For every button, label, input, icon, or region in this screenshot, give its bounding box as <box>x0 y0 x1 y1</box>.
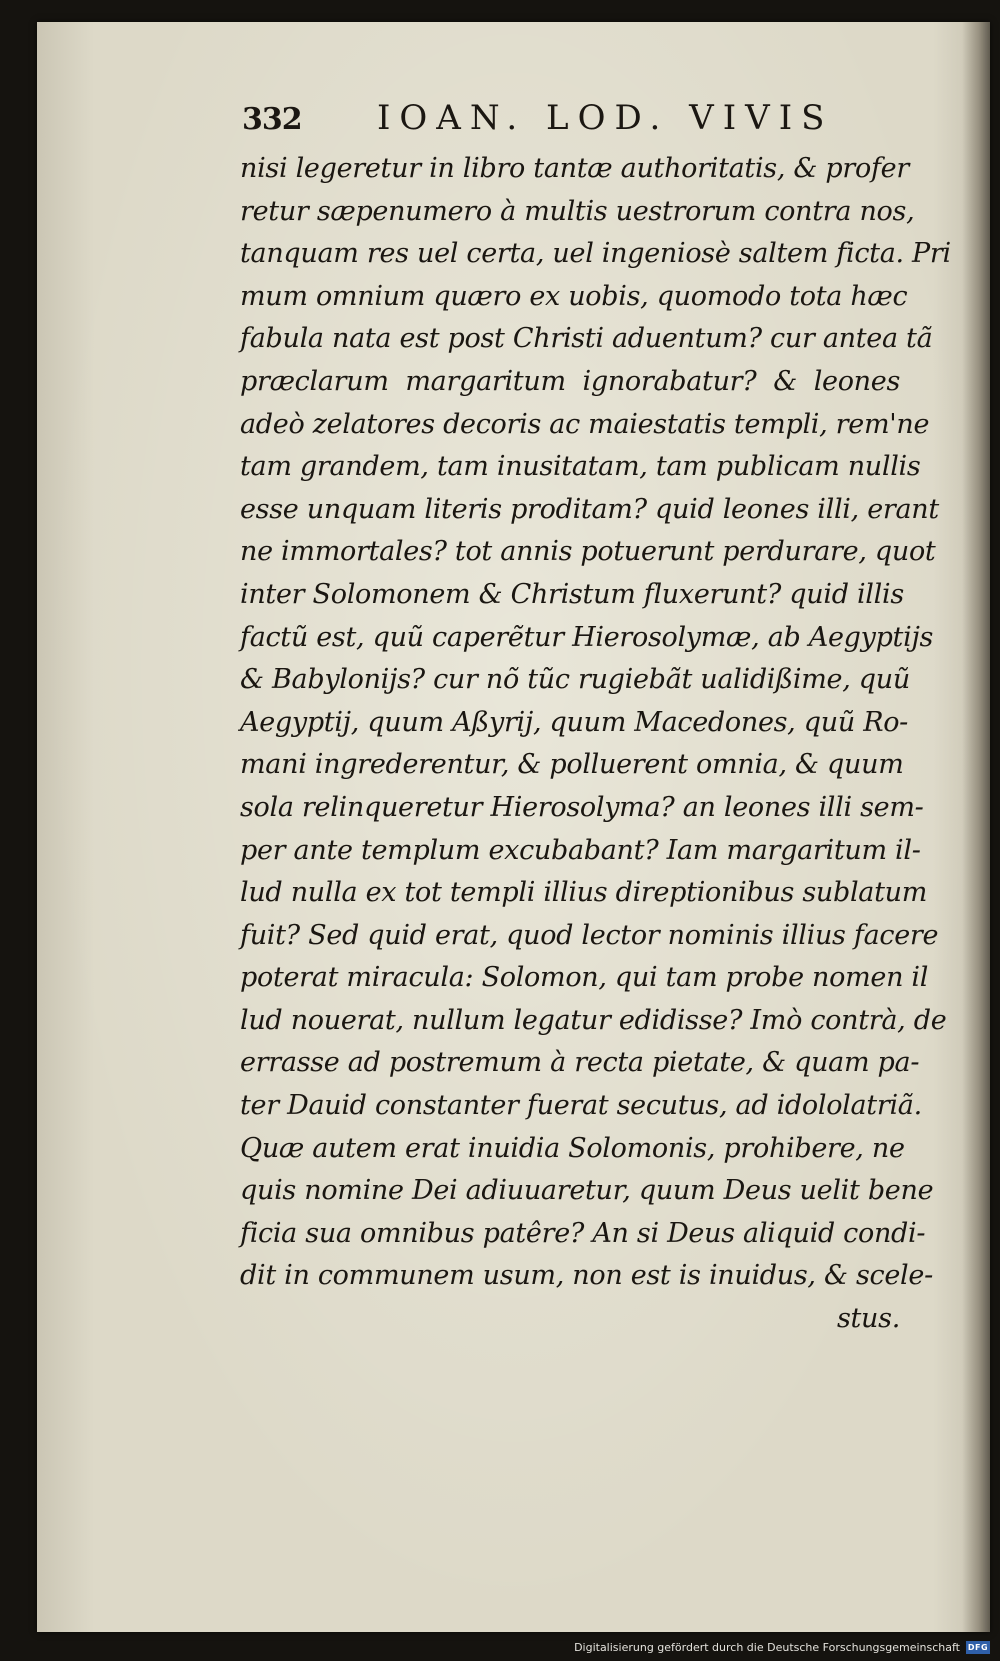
text-line: quis nomine Dei adiuuaretur, quum Deus uelit bene <box>240 1175 934 1207</box>
body-text <box>240 148 951 1341</box>
text-line: Aegyptij, quum Aßyrij, quum Macedones, quũ Ro- <box>240 706 909 738</box>
digitization-footer <box>574 1637 990 1657</box>
text-line: & Babylonijs? cur nõ tũc rugiebãt ualidißime, quũ <box>240 664 910 696</box>
text-line: poterat miracula: Solomon, qui tam probe nomen il <box>240 962 929 994</box>
text-line: mum omnium quæro ex uobis, quomodo tota hæc <box>240 280 908 312</box>
text-line: adeò zelatores decoris ac maiestatis templi, rem'ne <box>240 408 930 440</box>
text-line: fuit? Sed quid erat, quod lector nominis illius facere <box>240 919 939 951</box>
text-line: per ante templum excubabant? Iam margaritum il- <box>240 834 921 866</box>
running-head-title: IOAN. LOD. VIVIS <box>377 98 834 138</box>
text-line: tam grandem, tam inusitatam, tam publicam nullis <box>240 451 921 483</box>
catchword: stus. <box>836 1303 900 1335</box>
text-line: ne immortales? tot annis potuerunt perdurare, quot <box>240 536 936 568</box>
footer-credit: Digitalisierung gefördert durch die Deutsche Forschungsgemeinschaft <box>574 1640 960 1654</box>
text-line: ter Dauid constanter fuerat secutus, ad idololatriã. <box>240 1090 922 1122</box>
text-line: retur sæpenumero à multis uestrorum contra nos, <box>240 195 915 227</box>
text-line: præclarum margaritum ignorabatur? & leones <box>240 365 900 397</box>
text-line: inter Solomonem & Christum fluxerunt? quid illis <box>240 578 904 610</box>
text-line: lud nulla ex tot templi illius direptionibus sublatum <box>240 877 928 909</box>
page-number: 332 <box>242 102 302 137</box>
text-line: ficia sua omnibus patêre? An si Deus aliquid condi- <box>240 1217 926 1249</box>
text-line: fabula nata est post Christi aduentum? cur antea tã <box>240 323 933 355</box>
running-head <box>242 98 862 148</box>
text-line: Quæ autem erat inuidia Solomonis, prohibere, ne <box>240 1132 905 1164</box>
text-line: lud nouerat, nullum legatur edidisse? Imò contrà, de <box>240 1004 947 1036</box>
dfg-logo-icon: DFG <box>967 1642 989 1652</box>
text-line: factũ est, quũ caperẽtur Hierosolymæ, ab Aegyptijs <box>240 621 934 653</box>
text-line: mani ingrederentur, & polluerent omnia, & quum <box>240 749 904 781</box>
text-line: nisi legeretur in libro tantæ authoritatis, & profer <box>240 153 909 184</box>
text-line: errasse ad postremum à recta pietate, & quam pa- <box>240 1047 920 1079</box>
text-line: tanquam res uel certa, uel ingeniosè saltem ficta. Pri <box>240 238 951 270</box>
text-line: dit in communem usum, non est is inuidus, & scele- <box>240 1260 933 1292</box>
page-edge-shadow <box>962 22 990 1632</box>
text-line: sola relinqueretur Hierosolyma? an leones illi sem- <box>240 791 924 823</box>
text-line: esse unquam literis proditam? quid leones illi, erant <box>240 493 939 525</box>
